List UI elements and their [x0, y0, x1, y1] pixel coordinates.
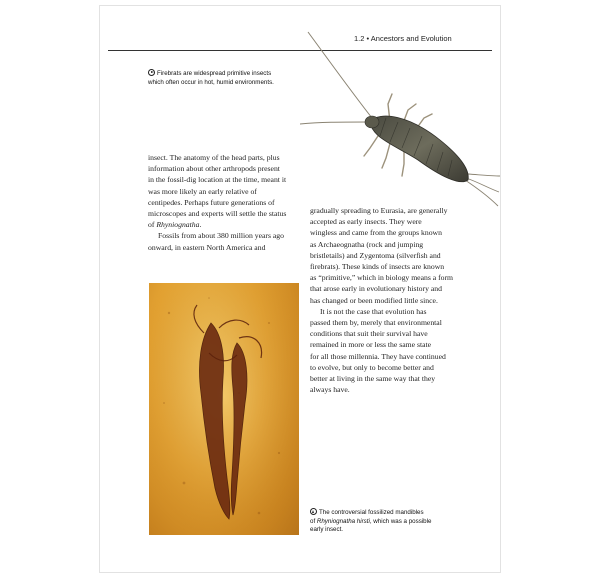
- text-line: wingless and came from the groups known: [310, 228, 442, 238]
- text-line: insect. The anatomy of the head parts, plus: [148, 153, 280, 162]
- text-line: firebrats). These kinds of insects are known: [310, 262, 445, 272]
- fossil-caption: The controversial fossilized mandibles of Rhyniognatha hirsti, which was a possible early insect.: [310, 509, 432, 534]
- text-line: has changed or been modified little since.: [310, 295, 438, 305]
- left-paragraph-2: [148, 230, 308, 252]
- text-line: centipedes. Perhaps future generations of: [148, 197, 275, 207]
- text-line: conditions that suit their survival have: [310, 329, 428, 339]
- text-line: better at living in the same way that they: [310, 374, 436, 384]
- text-line: that arose early in evolutionary history and: [310, 284, 442, 294]
- fossil-caption-line3: early insect.: [310, 526, 344, 534]
- text-line: always have.: [310, 385, 350, 395]
- text-line: as Archaeognatha (rock and jumping: [310, 239, 424, 249]
- fossil-drawing: [149, 283, 299, 535]
- text-line: passed them by, merely that environmental: [310, 318, 442, 328]
- right-column: [310, 205, 490, 395]
- text-line: Fossils from about 380 million years ago: [158, 231, 284, 241]
- fossil-caption-line1: The controversial fossilized mandibles: [319, 509, 424, 516]
- right-paragraph-2: [310, 306, 490, 396]
- text-line-end: .: [199, 220, 202, 230]
- text-line: microscopes and experts will settle the status: [148, 209, 287, 219]
- arrow-up-icon: [310, 508, 317, 515]
- left-paragraph-1: [148, 152, 308, 230]
- firebrat-caption-line2: which often occur in hot, humid environments.: [148, 78, 274, 86]
- fossil-mandibles-in-amber-photo: [149, 283, 299, 535]
- firebrat-caption-line1: Firebrats are widespread primitive insects: [157, 70, 272, 77]
- genus-name: Rhyniognatha: [156, 220, 200, 230]
- right-paragraph-1: [310, 205, 490, 306]
- text-line: as “primitive,” which in biology means a form: [310, 273, 454, 283]
- text-line: It is not the case that evolution has: [320, 306, 427, 316]
- text-line: of: [148, 220, 157, 230]
- text-line: in the fossil-dig location at the time, meant it: [148, 175, 287, 185]
- text-line: gradually spreading to Eurasia, are generally: [310, 206, 448, 215]
- text-line: was more likely an early relative of: [148, 186, 257, 196]
- firebrat-photo: [300, 30, 500, 220]
- text-line: information about other arthropods present: [148, 164, 280, 174]
- text-line: to evolve, but only to become better and: [310, 362, 434, 372]
- left-column: [148, 152, 308, 253]
- fossil-caption-line2: , which was a possible: [369, 517, 432, 525]
- text-line: onward, in eastern North America and: [148, 242, 266, 252]
- text-line: accepted as early insects. They were: [310, 217, 422, 227]
- firebrat-caption: [148, 69, 274, 87]
- running-head: 1.2 • Ancestors and Evolution: [354, 34, 452, 43]
- arrow-right-icon: [148, 69, 155, 76]
- species-name: Rhyniognatha hirsti: [316, 517, 370, 525]
- text-line: remained in more or less the same state: [310, 340, 432, 350]
- text-line: for all those millennia. They have continued: [310, 351, 446, 361]
- text-line: bristletails) and Zygentoma (silverfish and: [310, 250, 441, 260]
